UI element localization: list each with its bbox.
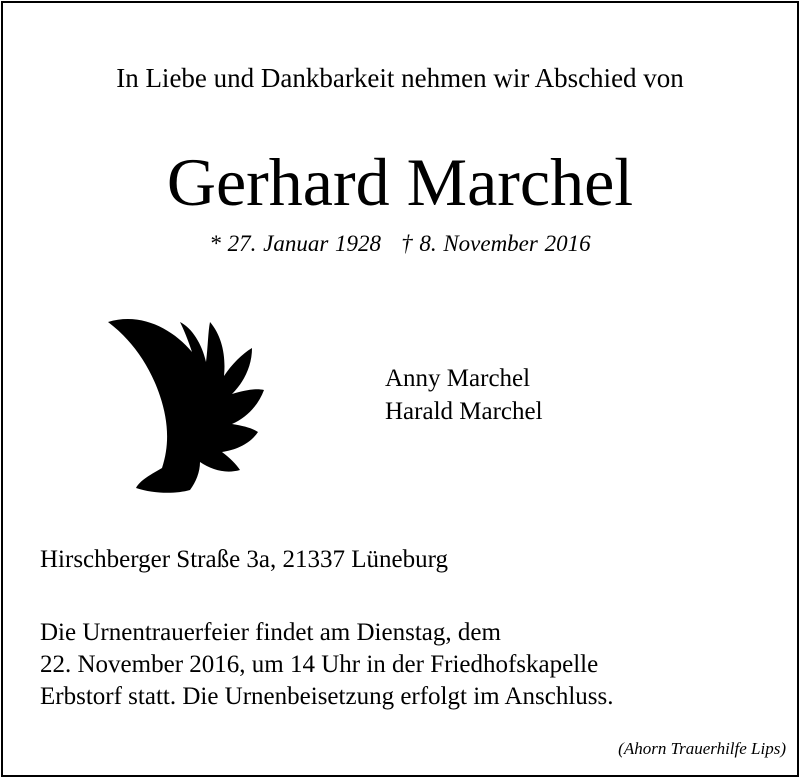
mourners-list: [385, 362, 543, 428]
intro-text: In Liebe und Dankbarkeit nehmen wir Abschied von: [116, 63, 684, 93]
mourner-name: Harald Marchel: [385, 398, 543, 425]
notice-line: Die Urnentrauerfeier findet am Dienstag, dem: [40, 619, 501, 646]
deceased-name: Gerhard Marchel: [166, 144, 634, 220]
birth-date: * 27. Januar 1928: [209, 231, 382, 256]
death-date: † 8. November 2016: [401, 231, 591, 256]
notice-line: 22. November 2016, um 14 Uhr in der Friedhofskapelle: [40, 651, 599, 678]
funeral-notice: [40, 617, 614, 713]
notice-line: Erbstorf statt. Die Urnenbeisetzung erfolgt im Anschluss.: [40, 683, 614, 710]
antler-icon: [100, 310, 270, 500]
life-dates: [0, 229, 800, 259]
mourner-name: Anny Marchel: [385, 365, 531, 392]
funeral-home-credit: (Ahorn Trauerhilfe Lips): [618, 739, 786, 758]
address: Hirschberger Straße 3a, 21337 Lüneburg: [40, 546, 448, 573]
